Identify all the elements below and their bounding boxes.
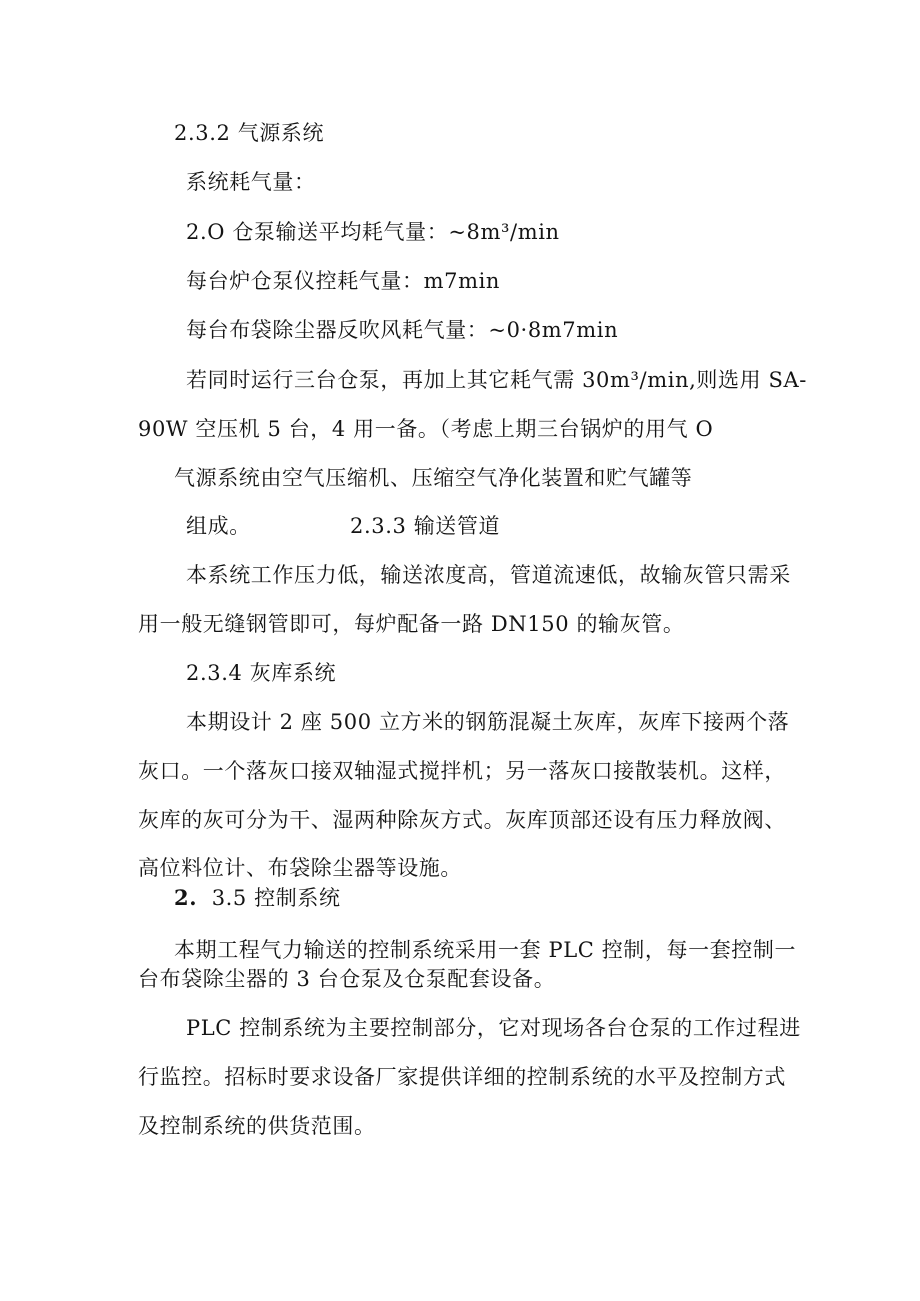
paragraph-line: 用一般无缝钢管即可，每炉配备一路 DN150 的输灰管。 [138,612,685,636]
paragraph-line: 台布袋除尘器的 3 台仓泵及仓泵配套设备。 [138,967,556,991]
paragraph-line: 本期工程气力输送的控制系统采用一套 PLC 控制，每一套控制一 [174,938,797,962]
heading-number: 2. [174,885,198,910]
consumption-label: 系统耗气量： [186,170,316,194]
paragraph-line: 行监控。招标时要求设备厂家提供详细的控制系统的水平及控制方式 [138,1065,786,1089]
paragraph-line: 气源系统由空气压缩机、压缩空气净化装置和贮气罐等 [174,466,693,490]
section-heading-2-3-4: 2.3.4 灰库系统 [186,661,337,685]
paragraph-line: 90W 空压机 5 台，4 用一备。（考虑上期三台锅炉的用气 O [138,417,714,441]
paragraph-line: 若同时运行三台仓泵，再加上其它耗气需 30m³/min,则选用 SA- [186,368,807,392]
consumption-item-3: 每台布袋除尘器反吹风耗气量：~0·8m7min [186,318,619,342]
consumption-item-1: 2.O 仓泵输送平均耗气量：~8m³/min [186,220,560,244]
paragraph-line: 本期设计 2 座 500 立方米的钢筋混凝土灰库，灰库下接两个落 [186,710,790,734]
heading-text: 3.5 控制系统 [211,886,341,910]
paragraph-line: 及控制系统的供货范围。 [138,1114,376,1138]
paragraph-line: 高位料位计、布袋除尘器等设施。 [138,856,462,880]
paragraph-line: PLC 控制系统为主要控制部分，它对现场各台仓泵的工作过程进 [186,1016,801,1040]
section-heading-2-3-2: 2.3.2 气源系统 [174,121,325,145]
paragraph-line: 灰库的灰可分为干、湿两种除灰方式。灰库顶部还设有压力释放阀、 [138,808,786,832]
section-heading-2-3-5 [174,883,341,913]
paragraph-line: 组成。 [186,514,251,538]
paragraph-line: 灰口。一个落灰口接双轴湿式搅拌机；另一落灰口接散装机。这样， [138,759,786,783]
section-heading-2-3-3: 2.3.3 输送管道 [350,514,501,538]
consumption-item-2: 每台炉仓泵仪控耗气量：m7min [186,269,501,293]
paragraph-line: 本系统工作压力低，输送浓度高，管道流速低，故输灰管只需采 [186,563,791,587]
